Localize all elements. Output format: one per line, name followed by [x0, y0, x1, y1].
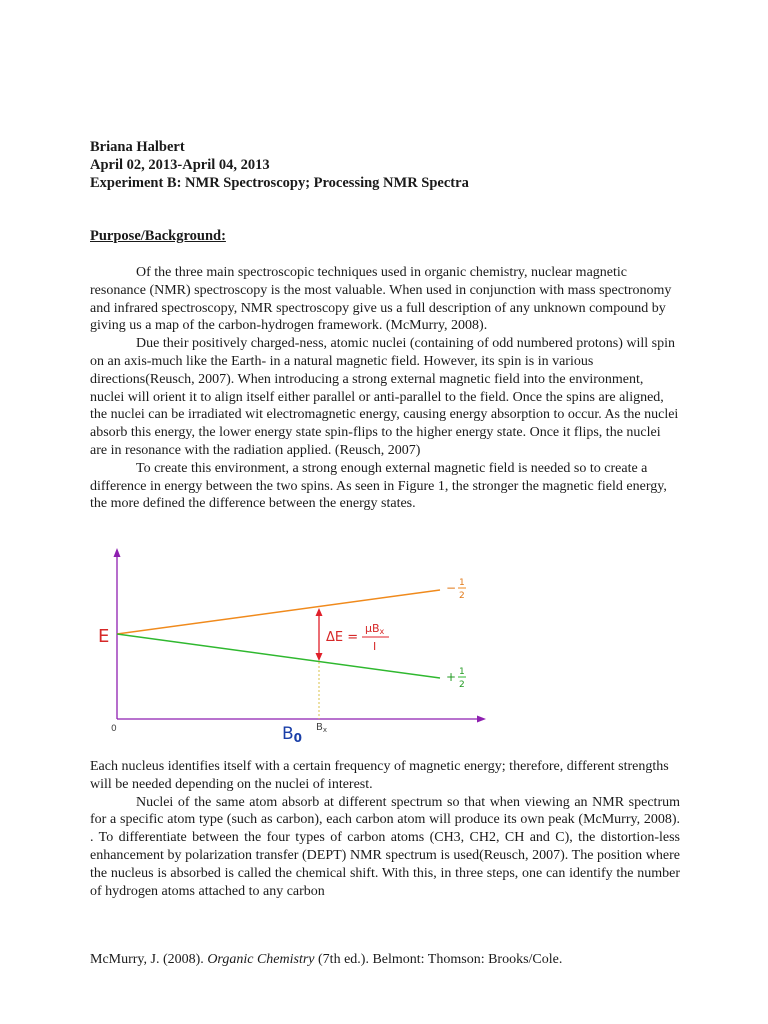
- background-text: [90, 264, 680, 513]
- paragraph: Due their positively charged-ness, atomic nuclei (containing of odd numbered protons) will spin on an axis-much like the Earth- in a natural magnetic field. However, its spin is in various directions(Reusch, 2007). When introducing a strong external magnetic field into the environment, nuclei will orient it to align itself either parallel or anti-parallel to the field. Once the spins are aligned, the nuclei can be irradiated wit electromagnetic energy, causing energy absorption to occur. As the nuclei absorb this energy, the lower energy state spin-flips to the higher energy state. Once it flips, the nuclei are in resonance with the radiation applied. (Reusch, 2007): [90, 336, 679, 458]
- reference-authors: McMurry, J. (2008).: [90, 952, 208, 967]
- fraction-denominator: I: [373, 640, 377, 653]
- reference-publisher: (7th ed.). Belmont: Thomson: Brooks/Cole.: [314, 952, 563, 967]
- experiment-title: Experiment B: NMR Spectroscopy; Processing NMR Spectra: [90, 175, 469, 191]
- energy-splitting-figure: [90, 540, 510, 750]
- delta-e-arrowhead-up: [316, 608, 323, 616]
- upper-energy-line: [117, 590, 440, 634]
- bx-label: $B_x$: [316, 722, 328, 734]
- y-axis-arrowhead: [114, 548, 121, 557]
- background-text-continued: [90, 758, 680, 900]
- reference-book-title: Organic Chemistry: [207, 952, 315, 967]
- fraction-numerator: μBx: [365, 622, 385, 636]
- lower-spin-sign: +: [446, 670, 457, 684]
- section-title: Purpose/Background:: [90, 228, 226, 244]
- lower-half-numerator: 1: [459, 667, 465, 677]
- document-header: [90, 138, 469, 192]
- delta-e-arrowhead-down: [316, 653, 323, 661]
- upper-spin-sign: −: [446, 581, 457, 595]
- paragraph: Nuclei of the same atom absorb at different spectrum so that when viewing an NMR spectrum for a specific atom type (such as carbon), each carbon atom will produce its own peak (McMurry, 2008). . To differentiate between the four types of carbon atoms (CH3, CH2, CH and C), the distortion-less enhancement by polarization transfer (DEPT) NMR spectrum is used(Reusch, 2007). The position where the nucleus is absorbed is called the chemical shift. With this, in three steps, one can identify the number of hydrogen atoms attached to any carbon: [90, 794, 680, 899]
- reference-entry: [90, 952, 562, 968]
- delta-e-label: ΔE =: [326, 630, 359, 645]
- x-axis-label: B0: [282, 724, 303, 745]
- author-name: Briana Halbert: [90, 139, 185, 155]
- paragraph: To create this environment, a strong enough external magnetic field is needed so to create a difference in energy between the two spins. As seen in Figure 1, the stronger the magnetic field energy, the more defined the difference between the energy states.: [90, 460, 667, 512]
- upper-half-denominator: 2: [459, 591, 465, 601]
- paragraph: Each nucleus identifies itself with a certain frequency of magnetic energy; therefore, different strengths will be needed depending on the nuclei of interest.: [90, 759, 669, 792]
- x-axis-arrowhead: [477, 716, 486, 723]
- y-axis-label: E: [98, 626, 110, 647]
- experiment-dates: April 02, 2013-April 04, 2013: [90, 157, 270, 173]
- lower-half-denominator: 2: [459, 680, 465, 690]
- paragraph: Of the three main spectroscopic techniques used in organic chemistry, nuclear magnetic resonance (NMR) spectroscopy is the most valuable. When used in conjunction with mass spectronomy and infrared spectroscopy, NMR spectroscopy give us a full description of any unknown compound by giving us a map of the carbon-hydrogen framework. (McMurry, 2008).: [90, 265, 672, 334]
- upper-half-numerator: 1: [459, 578, 465, 588]
- lower-energy-line: [117, 634, 440, 678]
- origin-label: 0: [111, 724, 117, 734]
